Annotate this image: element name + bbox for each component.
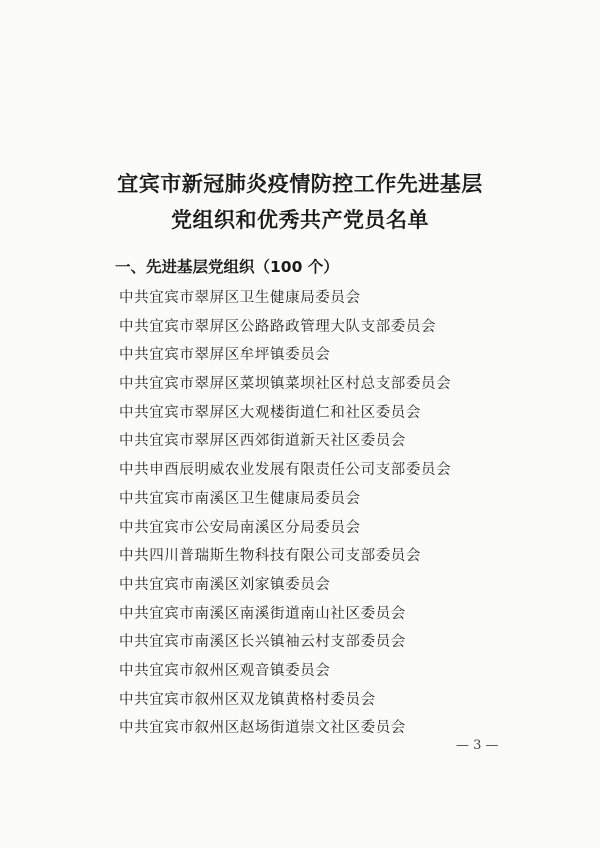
section-heading: 一、先进基层党组织（100 个）: [115, 258, 339, 276]
list-item: 中共宜宾市南溪区刘家镇委员会: [119, 576, 331, 593]
list-item: 中共宜宾市叙州区观音镇委员会: [119, 662, 331, 679]
list-item: 中共宜宾市南溪区南溪街道南山社区委员会: [119, 605, 406, 622]
list-item: 中共宜宾市翠屏区牟坪镇委员会: [119, 347, 331, 364]
page-number: — 3 —: [456, 738, 499, 753]
list-item: 中共宜宾市翠屏区菜坝镇菜坝社区村总支部委员会: [119, 376, 452, 393]
list-item: 中共宜宾市南溪区卫生健康局委员会: [119, 490, 361, 507]
list-item: 中共宜宾市翠屏区公路路政管理大队支部委员会: [119, 318, 437, 335]
list-item: 中共宜宾市翠屏区西郊街道新天社区委员会: [119, 433, 406, 450]
document-title-line-1: 宜宾市新冠肺炎疫情防控工作先进基层: [117, 172, 483, 196]
list-item: 中共宜宾市叙州区双龙镇黄格村委员会: [119, 691, 376, 708]
list-item: 中共宜宾市公安局南溪区分局委员会: [119, 519, 361, 536]
document-title-line-2: 党组织和优秀共产党员名单: [171, 208, 429, 232]
list-item: 中共宜宾市翠屏区大观楼街道仁和社区委员会: [119, 404, 421, 421]
list-item: 中共宜宾市南溪区长兴镇袖云村支部委员会: [119, 634, 406, 651]
list-item: 中共申酉辰明威农业发展有限责任公司支部委员会: [119, 462, 452, 479]
organization-list: [119, 284, 451, 743]
list-item: 中共四川普瑞斯生物科技有限公司支部委员会: [119, 548, 421, 565]
list-item: 中共宜宾市翠屏区卫生健康局委员会: [119, 290, 361, 306]
list-item: 中共宜宾市叙州区赵场街道崇文社区委员会: [119, 720, 406, 737]
